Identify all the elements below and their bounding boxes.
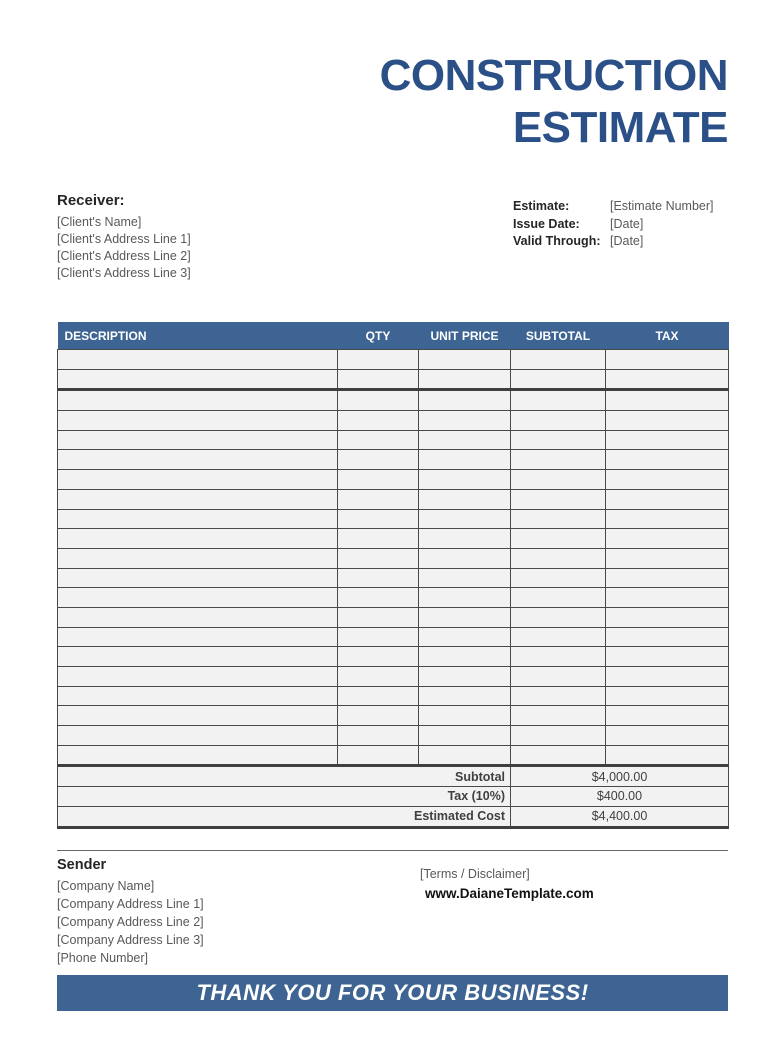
item-cell-qty[interactable] [338, 489, 419, 509]
issue-date-row [513, 216, 714, 234]
website-text: www.DaianeTemplate.com [425, 886, 594, 901]
item-cell-subtotal[interactable] [511, 588, 606, 608]
item-cell-subtotal[interactable] [511, 529, 606, 549]
item-cell-qty[interactable] [338, 647, 419, 667]
column-header-qty: QTY [338, 322, 419, 350]
item-cell-unit-price[interactable] [419, 509, 511, 529]
item-cell-qty[interactable] [338, 627, 419, 647]
item-cell-description[interactable] [58, 470, 338, 490]
valid-through-row [513, 233, 714, 251]
item-cell-unit-price[interactable] [419, 726, 511, 746]
item-cell-subtotal[interactable] [511, 489, 606, 509]
issue-date-label: Issue Date: [513, 216, 580, 231]
item-cell-unit-price[interactable] [419, 470, 511, 490]
item-cell-qty[interactable] [338, 529, 419, 549]
item-cell-qty[interactable] [338, 568, 419, 588]
item-cell-description[interactable] [58, 548, 338, 568]
item-cell-unit-price[interactable] [419, 411, 511, 431]
item-cell-unit-price[interactable] [419, 607, 511, 627]
item-cell-tax[interactable] [606, 430, 729, 450]
item-row [58, 450, 729, 470]
item-cell-subtotal[interactable] [511, 411, 606, 431]
estimate-number-row [513, 198, 714, 216]
item-row [58, 369, 729, 390]
item-row [58, 588, 729, 608]
item-cell-qty[interactable] [338, 548, 419, 568]
item-cell-tax[interactable] [606, 667, 729, 687]
item-cell-tax[interactable] [606, 369, 729, 390]
terms-disclaimer-placeholder[interactable]: [Terms / Disclaimer] [420, 867, 530, 881]
item-rows-body [58, 350, 729, 766]
item-cell-unit-price[interactable] [419, 489, 511, 509]
item-cell-subtotal[interactable] [511, 627, 606, 647]
item-row [58, 390, 729, 411]
item-row [58, 350, 729, 370]
item-row [58, 686, 729, 706]
item-cell-description[interactable] [58, 529, 338, 549]
item-cell-tax[interactable] [606, 489, 729, 509]
sender-divider-line [57, 850, 728, 851]
item-cell-subtotal[interactable] [511, 548, 606, 568]
item-cell-description[interactable] [58, 411, 338, 431]
item-cell-subtotal[interactable] [511, 509, 606, 529]
item-cell-qty[interactable] [338, 745, 419, 766]
estimated-cost-label: Estimated Cost [58, 806, 511, 827]
item-cell-tax[interactable] [606, 686, 729, 706]
item-cell-subtotal[interactable] [511, 607, 606, 627]
item-row [58, 745, 729, 766]
item-cell-subtotal[interactable] [511, 745, 606, 766]
item-cell-unit-price[interactable] [419, 627, 511, 647]
item-cell-subtotal[interactable] [511, 726, 606, 746]
company-address-line1-placeholder[interactable]: [Company Address Line 1] [57, 897, 204, 911]
item-cell-unit-price[interactable] [419, 350, 511, 370]
item-cell-tax[interactable] [606, 509, 729, 529]
phone-number-placeholder[interactable]: [Phone Number] [57, 951, 149, 965]
item-cell-subtotal[interactable] [511, 350, 606, 370]
document-title [380, 50, 728, 154]
estimate-number-placeholder[interactable]: [Estimate Number] [610, 199, 714, 213]
item-cell-tax[interactable] [606, 350, 729, 370]
item-row [58, 647, 729, 667]
item-cell-subtotal[interactable] [511, 430, 606, 450]
client-address-line2-placeholder[interactable]: [Client's Address Line 2] [57, 249, 191, 263]
item-cell-tax[interactable] [606, 411, 729, 431]
tax-row [58, 787, 729, 807]
valid-through-label: Valid Through: [513, 234, 601, 248]
item-cell-unit-price[interactable] [419, 568, 511, 588]
subtotal-value: $4,000.00 [511, 766, 729, 787]
line-items-table [57, 322, 729, 829]
estimate-info-section [513, 198, 714, 251]
item-cell-description[interactable] [58, 627, 338, 647]
item-cell-tax[interactable] [606, 470, 729, 490]
item-cell-subtotal[interactable] [511, 647, 606, 667]
item-cell-description[interactable] [58, 726, 338, 746]
sender-section [57, 857, 204, 967]
table-header-row [58, 322, 729, 350]
tax-label: Tax (10%) [58, 787, 511, 807]
company-name-placeholder[interactable]: [Company Name] [57, 879, 155, 893]
item-cell-qty[interactable] [338, 686, 419, 706]
item-cell-qty[interactable] [338, 607, 419, 627]
valid-through-placeholder[interactable]: [Date] [610, 234, 644, 248]
estimated-cost-row [58, 806, 729, 827]
item-cell-description[interactable] [58, 686, 338, 706]
client-name-placeholder[interactable]: [Client's Name] [57, 215, 142, 229]
item-cell-unit-price[interactable] [419, 369, 511, 390]
item-row [58, 607, 729, 627]
item-cell-description[interactable] [58, 509, 338, 529]
item-cell-qty[interactable] [338, 411, 419, 431]
item-cell-qty[interactable] [338, 509, 419, 529]
item-cell-subtotal[interactable] [511, 450, 606, 470]
item-cell-qty[interactable] [338, 667, 419, 687]
item-row [58, 726, 729, 746]
item-cell-qty[interactable] [338, 350, 419, 370]
item-cell-qty[interactable] [338, 588, 419, 608]
item-cell-unit-price[interactable] [419, 686, 511, 706]
item-cell-qty[interactable] [338, 726, 419, 746]
item-row [58, 706, 729, 726]
item-cell-tax[interactable] [606, 726, 729, 746]
item-cell-description[interactable] [58, 588, 338, 608]
item-cell-tax[interactable] [606, 745, 729, 766]
item-cell-tax[interactable] [606, 568, 729, 588]
column-header-tax: TAX [606, 322, 729, 350]
estimate-number-label: Estimate: [513, 199, 570, 213]
item-cell-unit-price[interactable] [419, 529, 511, 549]
item-cell-tax[interactable] [606, 450, 729, 470]
item-cell-description[interactable] [58, 667, 338, 687]
item-cell-subtotal[interactable] [511, 470, 606, 490]
client-address-line1-placeholder[interactable]: [Client's Address Line 1] [57, 232, 191, 246]
item-cell-tax[interactable] [606, 548, 729, 568]
column-header-description: DESCRIPTION [58, 322, 338, 350]
item-row [58, 627, 729, 647]
item-cell-subtotal[interactable] [511, 369, 606, 390]
item-cell-description[interactable] [58, 706, 338, 726]
item-cell-tax[interactable] [606, 588, 729, 608]
item-cell-subtotal[interactable] [511, 390, 606, 411]
item-cell-qty[interactable] [338, 430, 419, 450]
item-row [58, 470, 729, 490]
item-cell-description[interactable] [58, 350, 338, 370]
item-cell-tax[interactable] [606, 390, 729, 411]
item-cell-subtotal[interactable] [511, 667, 606, 687]
item-cell-description[interactable] [58, 450, 338, 470]
item-cell-tax[interactable] [606, 706, 729, 726]
item-cell-description[interactable] [58, 568, 338, 588]
terms-section [420, 867, 594, 901]
document-title-line1: CONSTRUCTION [379, 51, 728, 100]
company-address-line2-placeholder[interactable]: [Company Address Line 2] [57, 915, 204, 929]
item-cell-tax[interactable] [606, 529, 729, 549]
subtotal-label: Subtotal [58, 766, 511, 787]
item-row [58, 529, 729, 549]
item-row [58, 489, 729, 509]
item-cell-subtotal[interactable] [511, 706, 606, 726]
item-cell-tax[interactable] [606, 627, 729, 647]
item-cell-unit-price[interactable] [419, 588, 511, 608]
item-cell-qty[interactable] [338, 369, 419, 390]
estimated-cost-value: $4,400.00 [511, 806, 729, 827]
item-cell-subtotal[interactable] [511, 568, 606, 588]
sender-heading: Sender [57, 857, 107, 873]
thank-you-banner: THANK YOU FOR YOUR BUSINESS! [57, 975, 728, 1011]
summary-rows [58, 766, 729, 827]
item-cell-unit-price[interactable] [419, 450, 511, 470]
receiver-heading: Receiver: [57, 192, 125, 209]
column-header-subtotal: SUBTOTAL [511, 322, 606, 350]
item-cell-subtotal[interactable] [511, 686, 606, 706]
item-cell-unit-price[interactable] [419, 647, 511, 667]
item-row [58, 568, 729, 588]
receiver-section [57, 192, 191, 282]
item-cell-description[interactable] [58, 489, 338, 509]
item-cell-description[interactable] [58, 430, 338, 450]
item-cell-unit-price[interactable] [419, 548, 511, 568]
subtotal-row [58, 766, 729, 787]
item-cell-qty[interactable] [338, 706, 419, 726]
item-cell-unit-price[interactable] [419, 706, 511, 726]
item-cell-description[interactable] [58, 390, 338, 411]
item-cell-qty[interactable] [338, 390, 419, 411]
item-cell-tax[interactable] [606, 647, 729, 667]
item-cell-qty[interactable] [338, 450, 419, 470]
column-header-unit-price: UNIT PRICE [419, 322, 511, 350]
item-cell-description[interactable] [58, 607, 338, 627]
item-cell-unit-price[interactable] [419, 390, 511, 411]
client-address-line3-placeholder[interactable]: [Client's Address Line 3] [57, 266, 191, 280]
item-cell-unit-price[interactable] [419, 667, 511, 687]
item-cell-description[interactable] [58, 745, 338, 766]
item-cell-unit-price[interactable] [419, 430, 511, 450]
issue-date-placeholder[interactable]: [Date] [610, 216, 644, 231]
item-cell-description[interactable] [58, 647, 338, 667]
item-cell-tax[interactable] [606, 607, 729, 627]
document-title-line2: ESTIMATE [512, 103, 728, 152]
item-cell-qty[interactable] [338, 470, 419, 490]
item-row [58, 411, 729, 431]
item-row [58, 430, 729, 450]
item-row [58, 548, 729, 568]
tax-value: $400.00 [511, 787, 729, 807]
item-row [58, 509, 729, 529]
item-row [58, 667, 729, 687]
item-cell-unit-price[interactable] [419, 745, 511, 766]
company-address-line3-placeholder[interactable]: [Company Address Line 3] [57, 933, 204, 947]
item-cell-description[interactable] [58, 369, 338, 390]
